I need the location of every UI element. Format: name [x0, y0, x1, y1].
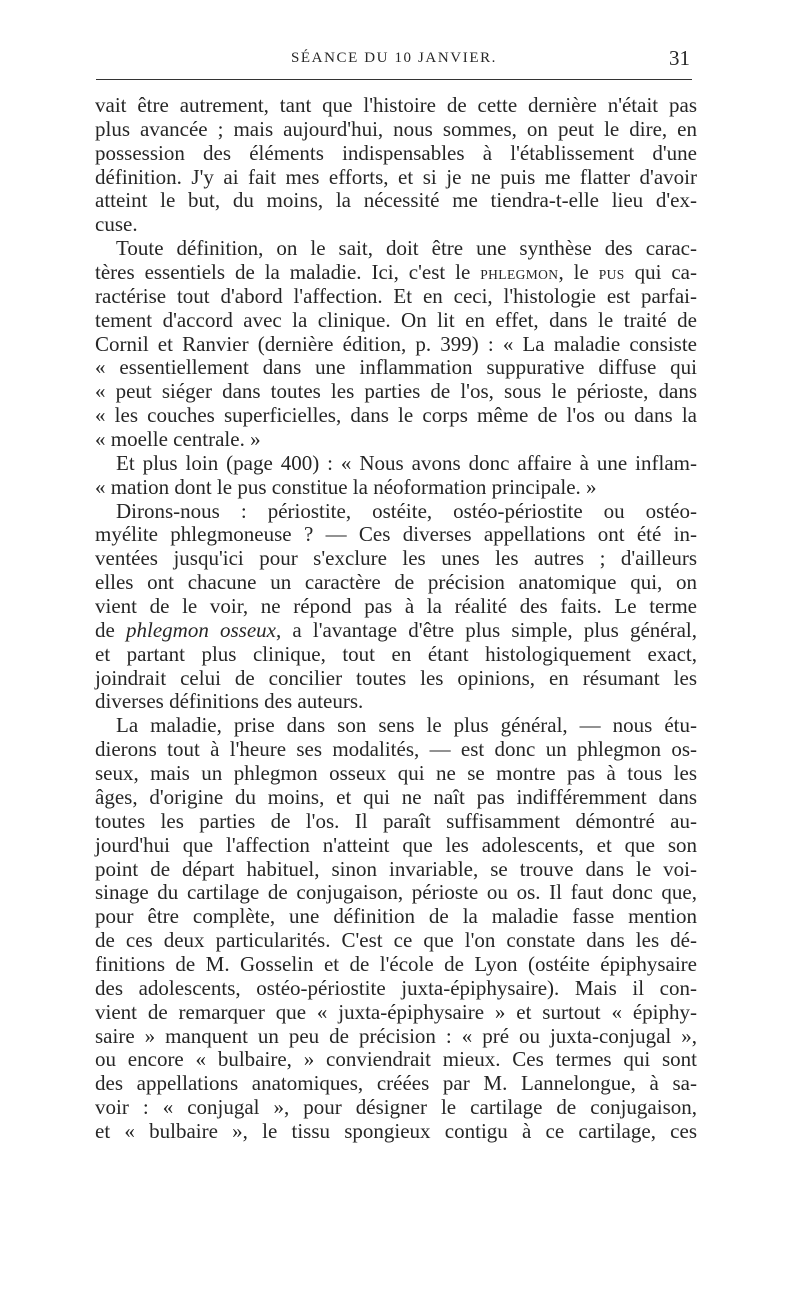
text-line: finitions de M. Gosselin et de l'école de Lyon (ostéite épiphysaire [95, 951, 697, 976]
text-line: joindrait celui de concilier toutes les opinions, en résumant les [95, 665, 697, 690]
text-line: « peut siéger dans toutes les parties de l'os, sous le périoste, dans [95, 379, 697, 404]
text-line: possession des éléments indispensables à l'établissement d'une [95, 140, 697, 165]
small-caps-term: PHLEGMON [480, 267, 559, 283]
text-line: « essentiellement dans une inflammation suppurative diffuse qui [95, 355, 697, 380]
text-line: ractérise tout d'abord l'affection. Et en ceci, l'histologie est parfai- [95, 283, 697, 308]
text-line: toutes les parties de l'os. Il paraît suffisamment démontré au- [95, 808, 697, 833]
text-line: des adolescents, ostéo-périostite juxta-épiphysaire). Mais il con- [95, 975, 697, 1000]
text-line: et partant plus clinique, tout en étant histologiquement exact, [95, 641, 697, 666]
text-run: tères essentiels de la maladie. Ici, c'est le [95, 260, 481, 285]
text-line: diverses définitions des auteurs. [95, 689, 364, 714]
text-line [95, 261, 697, 285]
text-line: Toute définition, on le sait, doit être une synthèse des carac- [116, 236, 697, 261]
text-line: voir : « conjugal », pour désigner le cartilage de conjugaison, [95, 1095, 697, 1120]
text-line: Cornil et Ranvier (dernière édition, p. 399) : « La maladie consiste [95, 331, 697, 356]
text-line: « mation dont le pus constitue la néoformation principale. » [95, 474, 597, 499]
text-line: saire » manquent un peu de précision : « pré ou juxta-conjugal », [95, 1023, 697, 1048]
text-line: Dirons-nous : périostite, ostéite, ostéo-périostite ou ostéo- [116, 498, 697, 523]
header-rule [96, 79, 692, 80]
page-number: 31 [669, 46, 690, 70]
text-line: ou encore « bulbaire, » conviendrait mieux. Ces termes qui sont [95, 1047, 697, 1072]
text-line: tement d'accord avec la clinique. On lit en effet, dans le traité de [95, 307, 697, 332]
body-text [95, 94, 697, 1144]
text-line: ventées jusqu'ici pour s'exclure les unes les autres ; d'ailleurs [95, 546, 697, 571]
text-line: seux, mais un phlegmon osseux qui ne se montre pas à tous les [95, 761, 697, 786]
italic-term: phlegmon osseux [126, 617, 276, 642]
text-line: vient de remarquer que « juxta-épiphysaire » et surtout « épiphy- [95, 999, 697, 1024]
text-line: « moelle centrale. » [95, 427, 261, 452]
text-line: et « bulbaire », le tissu spongieux contigu à ce cartilage, ces [95, 1118, 697, 1143]
text-run: , a l'avantage d'être plus simple, plus général, [275, 617, 697, 642]
text-line: âges, d'origine du moins, et qui ne naît pas indifféremment dans [95, 784, 697, 809]
text-line: dierons tout à l'heure ses modalités, — est donc un phlegmon os- [95, 737, 697, 762]
text-line: myélite phlegmoneuse ? — Ces diverses appellations ont été in- [95, 522, 697, 547]
text-line: Et plus loin (page 400) : « Nous avons donc affaire à une inflam- [116, 450, 697, 475]
text-line [95, 619, 697, 643]
text-line: pour être complète, une définition de la maladie fasse mention [95, 904, 697, 929]
text-line: « les couches superficielles, dans le corps même de l'os ou dans la [95, 403, 697, 428]
text-line: vient de le voir, ne répond pas à la réalité des faits. Le terme [95, 594, 697, 619]
text-line: elles ont chacune un caractère de précision anatomique qui, on [95, 570, 697, 595]
text-line: de ces deux particularités. C'est ce que l'on constate dans les dé- [95, 928, 697, 953]
text-line: sinage du cartilage de conjugaison, périoste ou os. Il faut donc que, [95, 880, 697, 905]
text-run: , le [558, 260, 599, 285]
text-line: jourd'hui que l'affection n'atteint que les adolescents, et que son [95, 832, 697, 857]
text-line: définition. J'y ai fait mes efforts, et si je ne puis me flatter d'avoir [95, 164, 697, 189]
small-caps-term: PUS [598, 267, 625, 283]
text-line: atteint le but, du moins, la nécessité me tiendra-t-elle lieu d'ex- [95, 188, 697, 213]
running-head [96, 46, 692, 72]
text-line: point de départ habituel, sinon invariable, se trouve dans le voi- [95, 856, 697, 881]
text-line: cuse. [95, 212, 138, 237]
running-title: SÉANCE DU 10 JANVIER. [290, 50, 498, 66]
text-run: qui ca- [624, 260, 697, 285]
text-run: de [95, 617, 126, 642]
text-line: La maladie, prise dans son sens le plus général, — nous étu- [116, 713, 697, 738]
text-line: vait être autrement, tant que l'histoire de cette dernière n'était pas [95, 93, 697, 117]
text-line: des appellations anatomiques, créées par M. Lannelongue, à sa- [95, 1071, 697, 1096]
text-line: plus avancée ; mais aujourd'hui, nous sommes, on peut le dire, en [95, 116, 697, 141]
